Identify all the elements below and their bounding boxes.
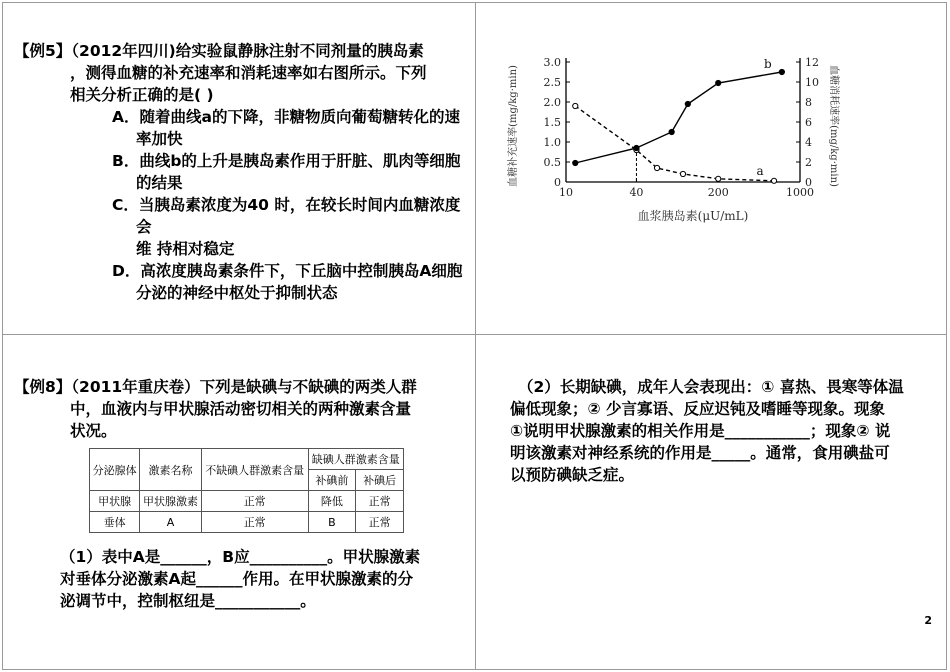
insulin-chart [500, 52, 845, 227]
series-b-point [779, 69, 784, 74]
example8-tag: 【例8】 [14, 378, 72, 396]
example5-option-a: A．随着曲线a的下降，非糖物质向葡萄糖转化的速 率加快 [112, 108, 460, 148]
table-row: 垂体 A 正常 B 正常 [90, 512, 404, 533]
example5-option-c: C．当胰岛素浓度为40 时，在较长时间内血糖浓度会 维 持相对稳定 [112, 196, 461, 258]
y-left-tick-label: 1.5 [543, 116, 561, 129]
part2-line4: 明该激素对神经系统的作用是_____。通常，食用碘盐可 [510, 444, 890, 462]
y-right-tick-label: 10 [805, 76, 819, 89]
part1-line3: 泌调节中，控制枢纽是___________。 [60, 592, 316, 610]
example8-part2 [510, 376, 942, 486]
header-hormone-name: 激素名称 [140, 449, 202, 491]
series-a-point [771, 178, 776, 183]
series-b-point [669, 129, 674, 134]
y-axis-right-label: 血糖消耗速率(mg/kg·min) [828, 65, 839, 187]
x-tick-label: 200 [707, 186, 729, 199]
header-gland: 分泌腺体 [90, 449, 140, 491]
table-row: 甲状腺 甲状腺激素 正常 降低 正常 [90, 491, 404, 512]
header-after-iodine: 补碘后 [356, 470, 404, 491]
y-left-tick-label: 3.0 [543, 56, 561, 69]
series-b-label: b [764, 57, 772, 71]
y-left-tick-label: 1.0 [543, 136, 561, 149]
series-a-point [716, 176, 721, 181]
y-right-tick-label: 2 [805, 156, 812, 169]
y-right-tick-label: 0 [805, 176, 812, 189]
y-right-tick-label: 12 [805, 56, 819, 69]
header-deficient-group: 缺碘人群激素含量 [308, 449, 403, 470]
part2-line1: （2）长期缺碘，成年人会表现出：① 喜热、畏寒等体温 [518, 378, 904, 396]
example5-stem-line3: 相关分析正确的是( ) [70, 86, 214, 104]
x-tick-label: 40 [629, 186, 644, 199]
header-normal-group: 不缺碘人群激素含量 [201, 449, 308, 491]
series-a-point [654, 165, 659, 170]
example8-stem-line3: 状况。 [70, 422, 117, 440]
example8-part1 [60, 546, 474, 612]
y-left-tick-label: 0.5 [543, 156, 561, 169]
series-b-line [575, 72, 782, 163]
x-tick-label: 10 [559, 186, 573, 199]
y-axis-left-label: 血糖补充速率(mg/kg·min) [508, 65, 519, 187]
y-right-tick-label: 8 [805, 96, 812, 109]
series-b-point [685, 101, 690, 106]
part1-line2: 对垂体分泌激素A起______作用。在甲状腺激素的分 [60, 570, 413, 588]
page-number: 2 [924, 614, 932, 627]
insulin-chart-svg [500, 52, 845, 227]
y-left-tick-label: 2.0 [543, 96, 561, 109]
hormone-table [89, 448, 404, 533]
example8-stem-line1: 【例8】（2011年重庆卷）下列是缺碘与不缺碘的两类人群 [14, 378, 417, 396]
example5-option-b: B．曲线b的上升是胰岛素作用于肝脏、肌肉等细胞 的结果 [112, 152, 461, 192]
example8-question [14, 376, 474, 442]
series-a-point [573, 103, 578, 108]
x-tick-label: 1000 [786, 186, 814, 199]
y-right-tick-label: 4 [805, 136, 812, 149]
example5-tag: 【例5】 [14, 42, 72, 60]
header-before-iodine: 补碘前 [308, 470, 356, 491]
example8-stem-line2: 中，血液内与甲状腺活动密切相关的两种激素含量 [70, 400, 412, 418]
part2-line2: 偏低现象；② 少言寡语、反应迟钝及嗜睡等现象。现象 [510, 400, 886, 418]
y-left-tick-label: 2.5 [543, 76, 561, 89]
hormone-table-wrap [89, 448, 404, 533]
series-a-label: a [756, 163, 764, 178]
series-a-line [575, 106, 774, 181]
y-right-tick-label: 6 [805, 116, 812, 129]
example5-stem-line1: 【例5】（2012年四川)给实验鼠静脉注射不同剂量的胰岛素 [14, 42, 424, 60]
part2-line3: ①说明甲状腺激素的相关作用是___________；现象② 说 [510, 422, 891, 440]
example5-question [14, 40, 474, 304]
series-b-point [716, 80, 721, 85]
series-b-point [634, 145, 639, 150]
example5-option-d: D．高浓度胰岛素条件下，下丘脑中控制胰岛A细胞 分泌的神经中枢处于抑制状态 [112, 262, 463, 302]
x-axis-label: 血浆胰岛素(μU/mL) [637, 209, 749, 223]
y-left-tick-label: 0 [554, 176, 561, 189]
example5-stem-line2: ，测得血糖的补充速率和消耗速率如右图所示。下列 [70, 64, 427, 82]
part1-line1: （1）表中A是______，B应__________。甲状腺激素 [60, 548, 421, 566]
series-b-point [573, 160, 578, 165]
part2-line5: 以预防碘缺乏症。 [510, 466, 635, 484]
series-a-point [680, 171, 685, 176]
